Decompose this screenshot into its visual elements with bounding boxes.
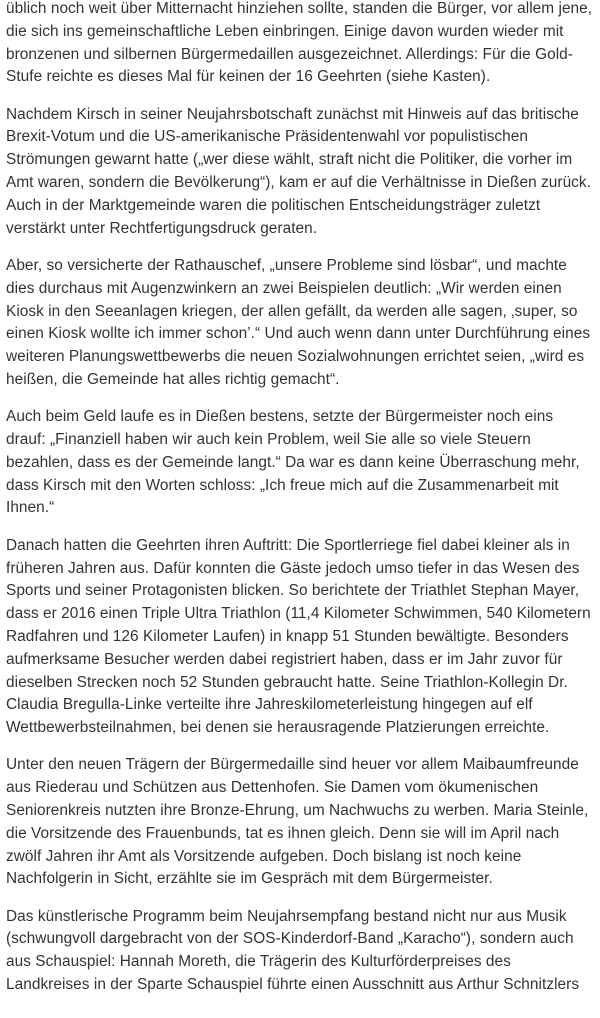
article-body [6, 0, 596, 1011]
article-paragraph: üblich noch weit über Mitternacht hinziehen sollte, standen die Bürger, vor allem jene, die sich ins gemeinschaftliche Leben einbringen. Einige davon wurden wieder mit bronzenen und silbernen Bürgermedaillen ausgezeichnet. Allerdings: Für die Gold-Stufe reichte es dieses Mal für keinen der 16 Geehrten (siehe Kasten). [6, 0, 593, 86]
article-paragraph: Nachdem Kirsch in seiner Neujahrsbotschaft zunächst mit Hinweis auf das britische Brexit-Votum und die US-amerikanische Präsidentenwahl vor populistischen Strömungen gewarnt hatte („wer diese wählt, straft nicht die Politiker, die vorher im Amt waren, sondern die Bevölkerung“), kam er auf die Verhältnisse in Dießen zurück. Auch in der Marktgemeinde waren die politischen Entscheidungsträger zuletzt verstärkt unter Rechtfertigungsdruck geraten. [6, 105, 591, 237]
article-paragraph: Auch beim Geld laufe es in Dießen bestens, setzte der Bürgermeister noch eins drauf: „Finanziell haben wir auch kein Problem, weil Sie alle so viele Steuern bezahlen, dass es der Gemeinde langt.“ Da war es dann keine Überraschung mehr, dass Kirsch mit den Worten schloss: „Ich freue mich auf die Zusammenarbeit mit Ihnen.“ [6, 408, 580, 517]
article-paragraph: Danach hatten die Geehrten ihren Auftritt: Die Sportlerriege fiel dabei kleiner als in früheren Jahren aus. Dafür konnten die Gäste jedoch umso tiefer in das Wesen des Sports und seiner Protagonisten blicken. So berichtete der Triathlet Stephan Mayer, dass er 2016 einen Triple Ultra Triathlon (11,4 Kilometer Schwimmen, 540 Kilometern Radfahren und 126 Kilometer Laufen) in knapp 51 Stunden bewältigte. Besonders aufmerksame Besucher werden dabei registriert haben, dass er im Jahr zuvor für dieselben Strecken noch 52 Stunden gebraucht hatte. Seine Triathlon-Kollegin Dr. Claudia Bregulla-Linke verteilte ihre Jahreskilometerleistung hingegen auf elf Wettbewerbsteilnahmen, bei denen sie herausragende Platzierungen erreichte. [6, 536, 591, 737]
article-paragraph: Das künstlerische Programm beim Neujahrsempfang bestand nicht nur aus Musik (schwungvoll dargebracht von der SOS-Kinderdorf-Band „Karacho“), sondern auch aus Schauspiel: Hannah Moreth, die Trägerin des Kulturförderpreises des Landkreises in der Sparte Schauspiel führte einen Ausschnitt aus Arthur Schnitzlers [6, 907, 580, 994]
article-paragraph: Unter den neuen Trägern der Bürgermedaille sind heuer vor allem Maibaumfreunde aus Riederau und Schützen aus Dettenhofen. Sie Damen vom ökumenischen Seniorenkreis nutzten ihre Bronze-Ehrung, um Nachwuchs zu werben. Maria Steinle, die Vorsitzende des Frauenbunds, tat es ihnen gleich. Denn sie will im April nach zwölf Jahren ihr Amt als Vorsitzende aufgeben. Doch bislang ist noch keine Nachfolgerin in Sicht, erzählte sie im Gespräch mit dem Bürgermeister. [6, 756, 589, 888]
article-paragraph: Aber, so versicherte der Rathauschef, „unsere Probleme sind lösbar“, und machte dies durchaus mit Augenzwinkern an zwei Beispielen deutlich: „Wir werden einen Kiosk in den Seeanlagen kriegen, der allen gefällt, da werden alle sagen, ‚super, so einen Kiosk wollte ich immer schon’.“ Und auch wenn dann unter Durchführung eines weiteren Planungswettbewerbs die neuen Sozialwohnungen errichtet seien, „wird es heißen, die Gemeinde hat alles richtig gemacht“. [6, 256, 591, 388]
